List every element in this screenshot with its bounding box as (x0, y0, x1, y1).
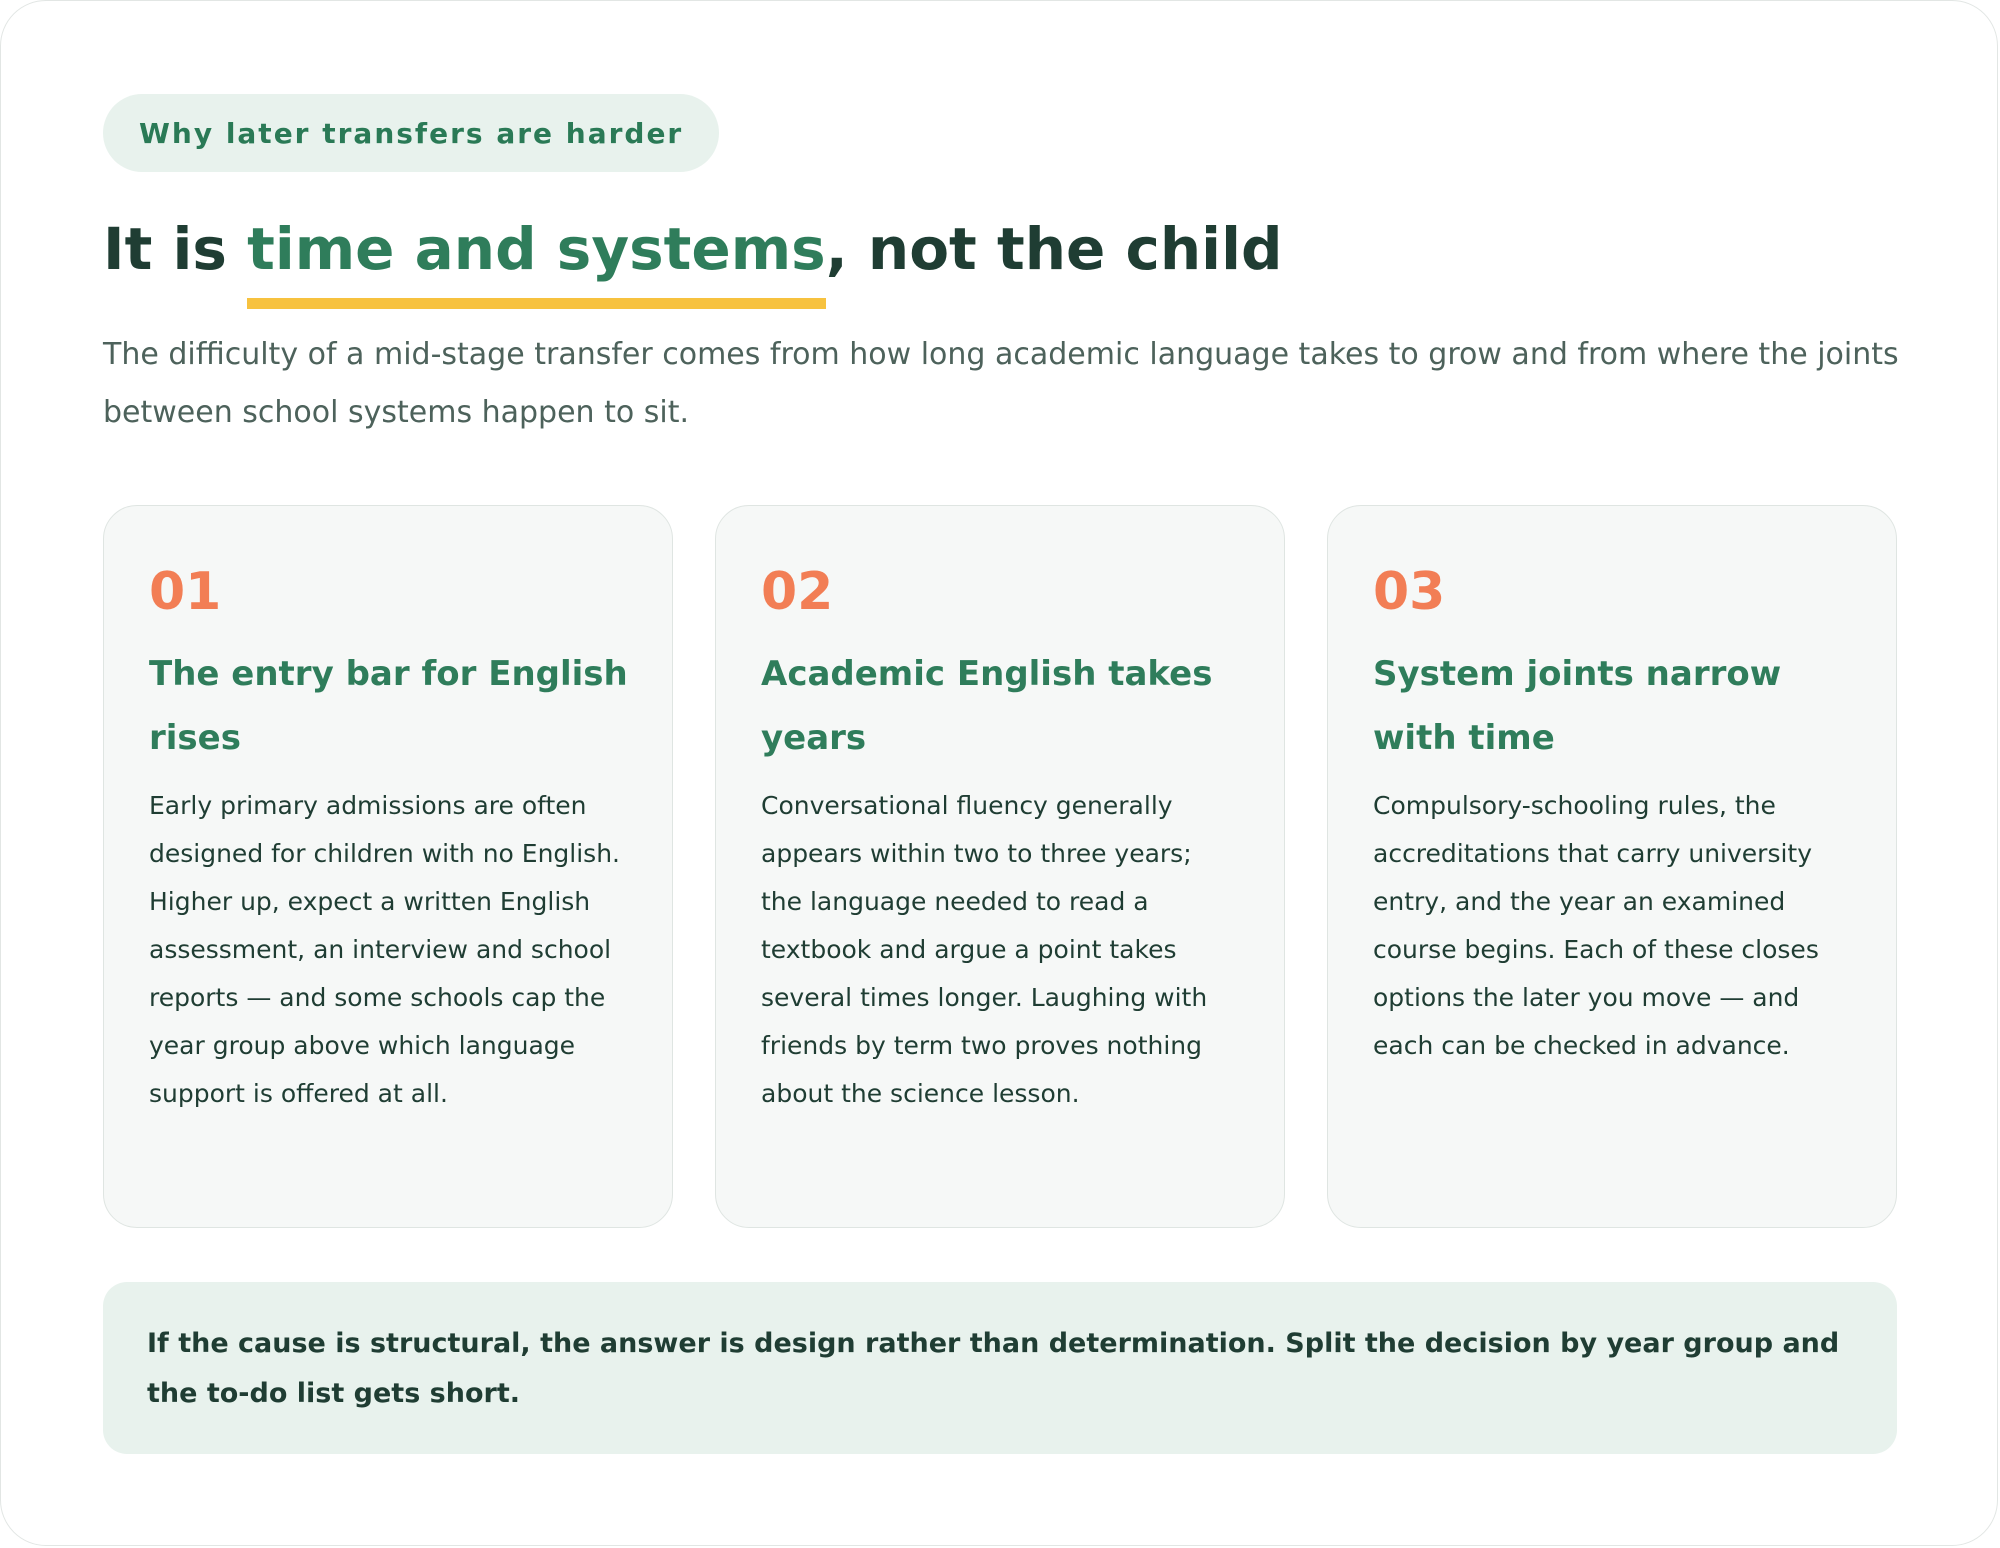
title-highlight: time and systems (247, 209, 826, 289)
card-number: 01 (149, 562, 222, 622)
card-body: Compulsory-schooling rules, the accreditations that carry university entry, and the year an examined course begins. Each of these closes options the later you move — and each can be checked in advance. (1373, 791, 1819, 1060)
callout-text: If the cause is structural, the answer is design rather than determination. Split the decision by year group and the to-do list gets short. (147, 1328, 1840, 1409)
title-suffix: , not the child (825, 215, 1283, 283)
card-body: Early primary admissions are often designed for children with no English. Higher up, expect a written English assessment, an interview and school reports — and some schools cap the year group above which language support is offered at all. (149, 791, 620, 1108)
card-number: 03 (1373, 562, 1446, 622)
page-title (103, 209, 1282, 289)
title-prefix: It is (103, 215, 248, 283)
lead-paragraph: The difficulty of a mid-stage transfer comes from how long academic language takes to grow and from where the joints between school systems happen to sit. (103, 337, 1899, 430)
summary-callout (103, 1282, 1897, 1454)
eyebrow-badge: Why later transfers are harder (103, 94, 719, 172)
card-body: Conversational fluency generally appears within two to three years; the language needed to read a textbook and argue a point takes several times longer. Laughing with friends by term two proves nothing about the science lesson. (761, 791, 1208, 1108)
reason-card (715, 505, 1285, 1228)
reason-card (1327, 505, 1897, 1228)
card-title: The entry bar for English rises (149, 654, 628, 758)
reason-cards (103, 505, 1897, 1228)
card-title: Academic English takes years (761, 654, 1213, 758)
card-title: System joints narrow with time (1373, 654, 1782, 758)
reason-card (103, 505, 673, 1228)
card-number: 02 (761, 562, 834, 622)
